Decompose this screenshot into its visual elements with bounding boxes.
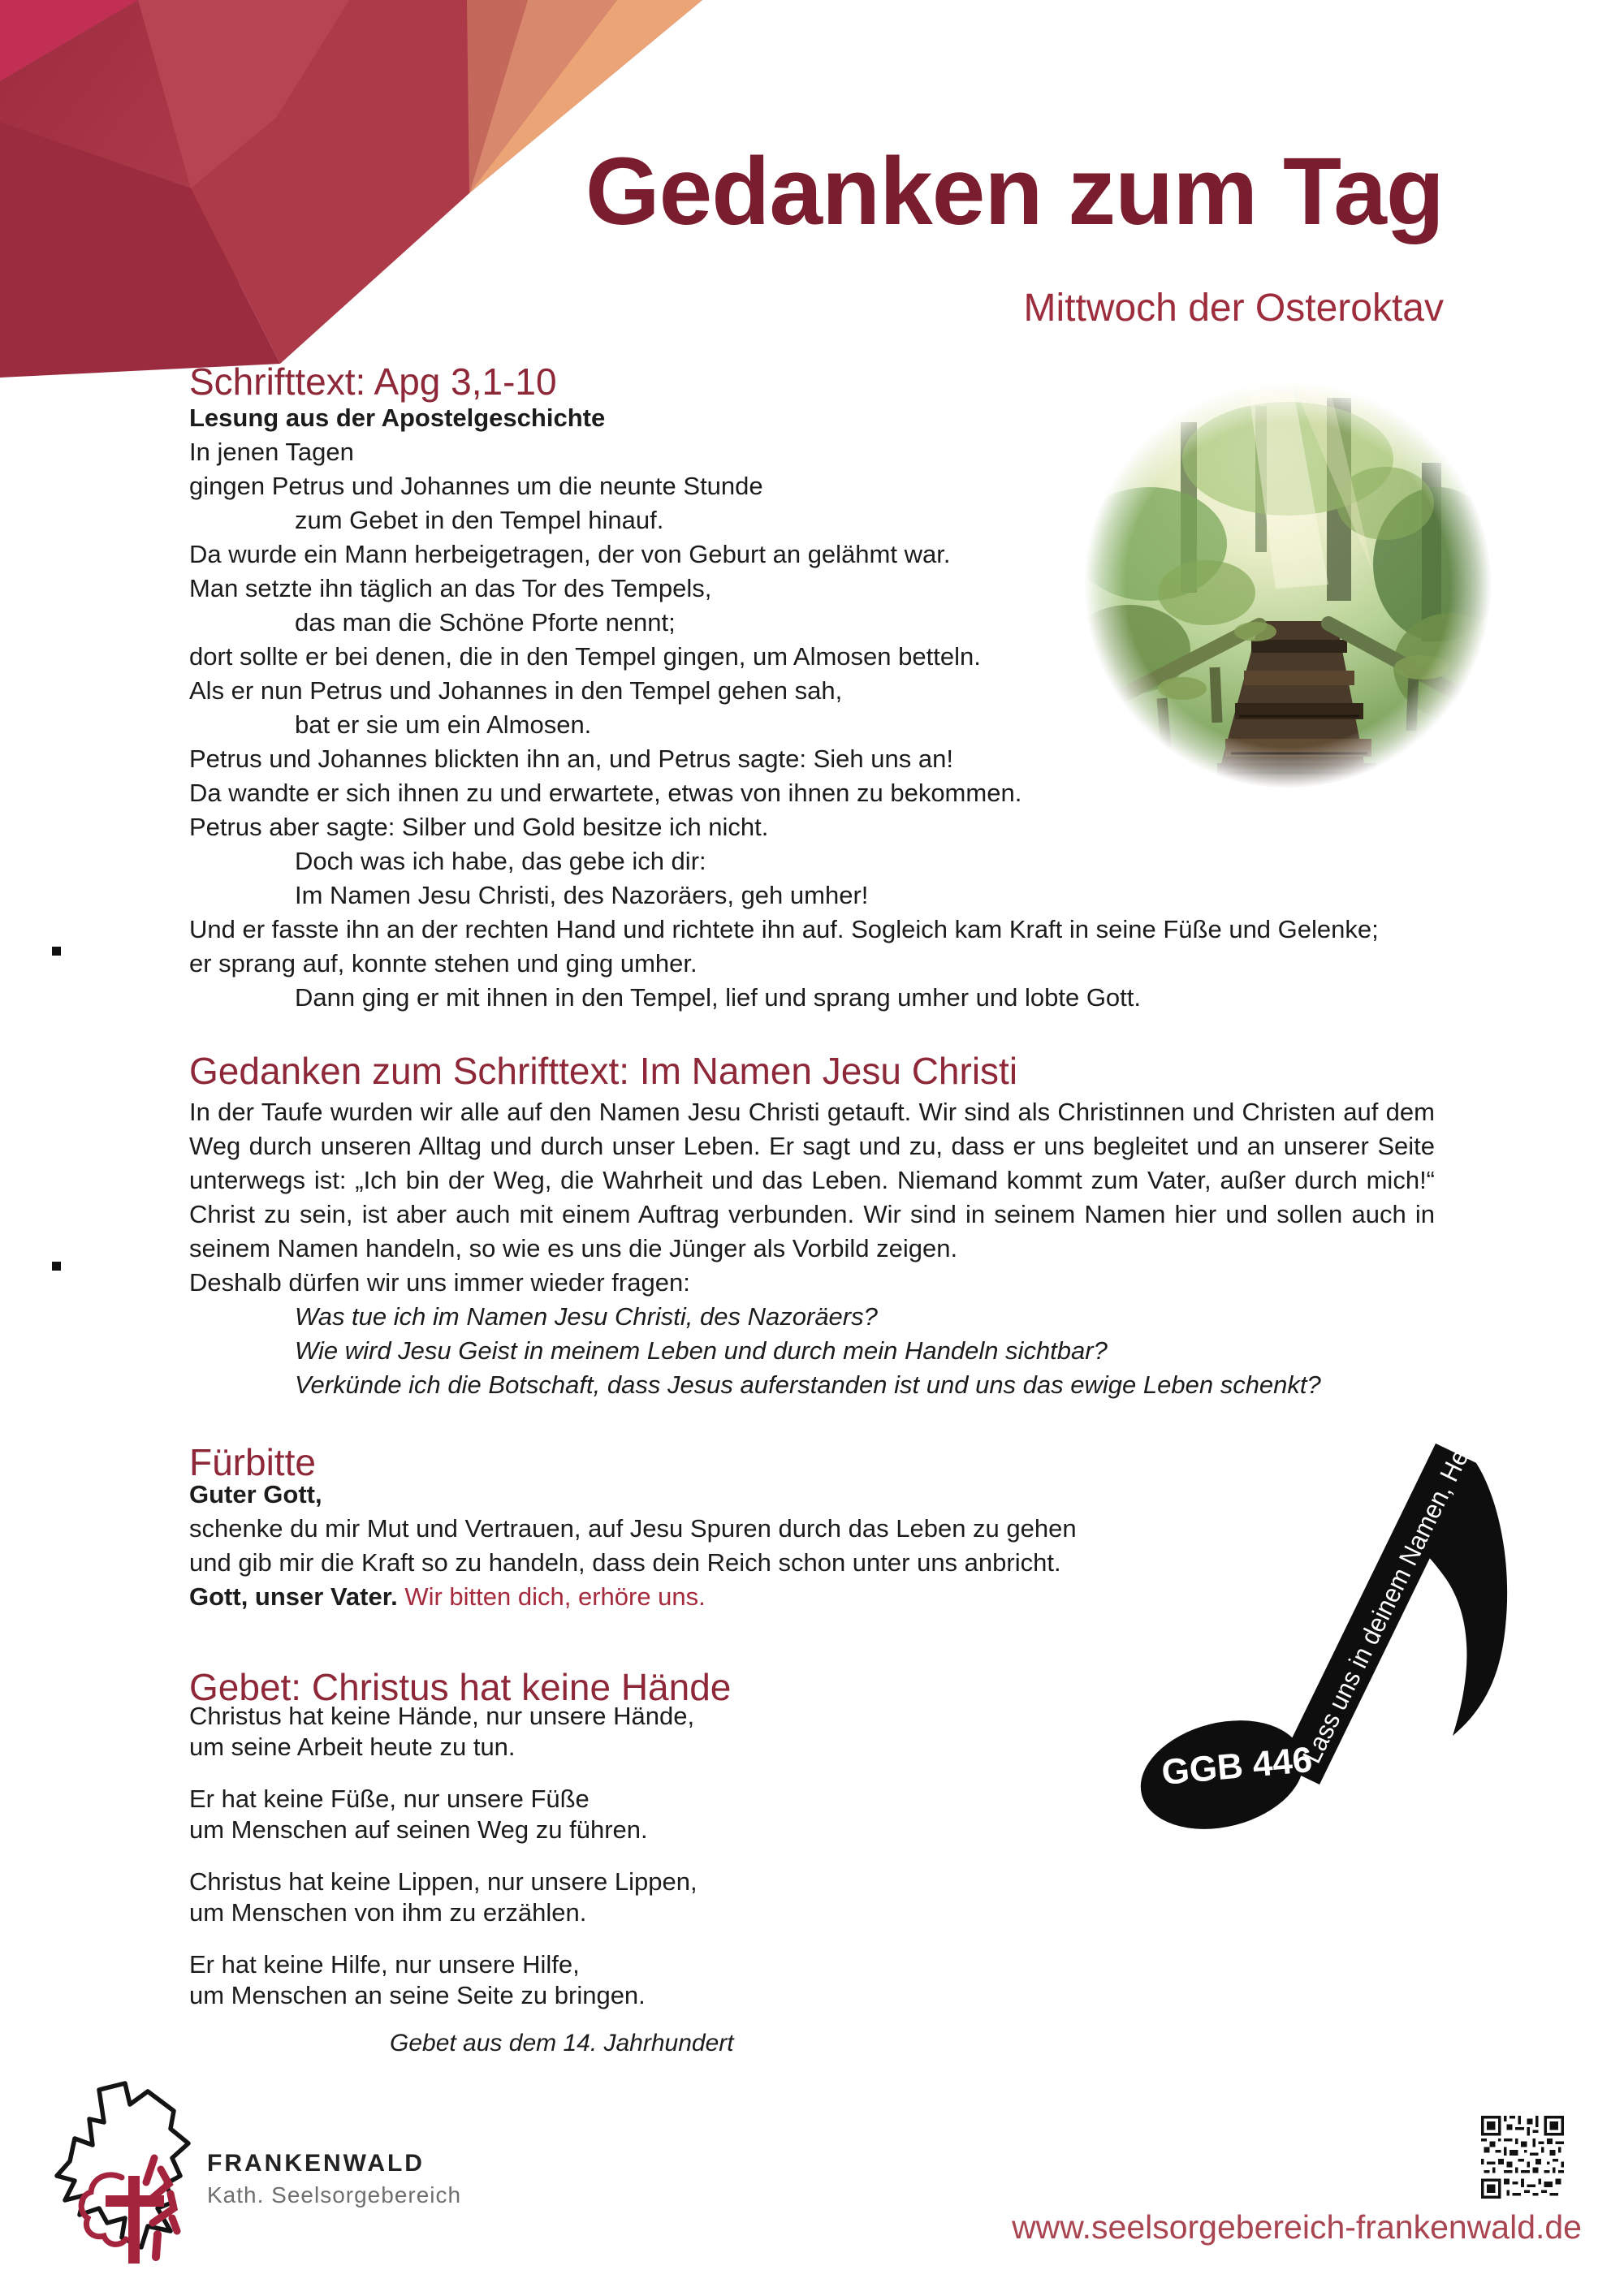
prayer-line: um Menschen an seine Seite zu bringen. [189, 1980, 646, 2009]
scripture-line: Da wandte er sich ihnen zu und erwartete, etwas von ihnen zu bekommen. [189, 779, 1022, 807]
hymn-book-ref: GGB 446 [1160, 1739, 1315, 1793]
prayer-text [189, 1701, 698, 2032]
tree-sketch [146, 2158, 177, 2231]
intercession-opening: Guter Gott, [189, 1480, 322, 1508]
reflection-question: Verkünde ich die Botschaft, dass Jesus auferstanden ist und uns das ewige Leben schenkt? [295, 1370, 1321, 1399]
scripture-line: Und er fasste ihn an der rechten Hand und richtete ihn auf. Sogleich kam Kraft in seine Füße und Gelenke; [189, 915, 1379, 943]
scripture-line: In jenen Tagen [189, 438, 354, 466]
scripture-line: Petrus und Johannes blickten ihn an, und Petrus sagte: Sieh uns an! [189, 744, 953, 773]
scripture-line: bat er sie um ein Almosen. [295, 710, 592, 739]
prayer-line: Christus hat keine Lippen, nur unsere Lippen, [189, 1867, 698, 1896]
prayer-attribution: Gebet aus dem 14. Jahrhundert [390, 2030, 734, 2056]
reflection-line: Weg durch unseren Alltag und durch unser Leben. Er sagt und zu, dass er uns begleitet und an unserer Seite [189, 1132, 1435, 1160]
frankenwald-map-logo [50, 2080, 213, 2267]
prayer-line: Er hat keine Füße, nur unsere Füße [189, 1785, 590, 1813]
page-title: Gedanken zum Tag [585, 138, 1444, 245]
scripture-line: Petrus aber sagte: Silber und Gold besitze ich nicht. [189, 813, 769, 841]
section-heading-gedanken: Gedanken zum Schrifttext: Im Namen Jesu Christi [189, 1050, 1018, 1092]
section-heading-gebet: Gebet: Christus hat keine Hände [189, 1666, 732, 1708]
intercession-line: schenke du mir Mut und Vertrauen, auf Jesu Spuren durch das Leben zu gehen [189, 1514, 1077, 1543]
qr-code [1481, 2116, 1564, 2199]
margin-bullet [52, 947, 61, 956]
scripture-text [189, 401, 1435, 1015]
scripture-line: dort sollte er bei denen, die in den Tempel gingen, um Almosen betteln. [189, 642, 981, 671]
reflection-line: Christ zu sein, ist aber auch mit einem Auftrag verbunden. Wir sind in seinem Namen hier und sollen auch in [189, 1200, 1435, 1228]
section-heading-fuerbitte: Fürbitte [189, 1441, 316, 1483]
prayer-line: um Menschen auf seinen Weg zu führen. [189, 1815, 648, 1844]
hymn-stem-text: Lass uns in deinem Namen, Herr [1296, 1413, 1490, 1768]
website-link[interactable]: www.seelsorgebereich-frankenwald.de [1012, 2208, 1582, 2246]
reflection-line: unterwegs ist: „Ich bin der Weg, die Wahrheit und das Leben. Niemand kommt zum Vater, außer durch mich!“ [189, 1166, 1435, 1194]
reflection-line: In der Taufe wurden wir alle auf den Namen Jesu Christi getauft. Wir sind als Christinnen und Christen auf dem [189, 1098, 1435, 1126]
prayer-stanza [189, 1949, 698, 2010]
intercession-response: Wir bitten dich, erhöre uns. [404, 1582, 706, 1611]
reflection-question: Was tue ich im Namen Jesu Christi, des Nazoräers? [295, 1302, 878, 1331]
prayer-line: Er hat keine Hilfe, nur unsere Hilfe, [189, 1950, 580, 1979]
reflection-text [189, 1095, 1435, 1402]
reflection-line: seinem Namen handeln, so wie es uns die Jünger als Vorbild zeigen. [189, 1234, 958, 1262]
reflection-question: Wie wird Jesu Geist in meinem Leben und durch mein Handeln sichtbar? [295, 1336, 1108, 1365]
scripture-line: Doch was ich habe, das gebe ich dir: [295, 847, 706, 875]
scripture-line: Im Namen Jesu Christi, des Nazoräers, geh umher! [295, 881, 869, 909]
prayer-stanza [189, 1784, 698, 1845]
intercession-closing-bold: Gott, unser Vater. [189, 1582, 398, 1611]
scripture-line: Als er nun Petrus und Johannes in den Tempel gehen sah, [189, 676, 843, 705]
org-name: FRANKENWALD [207, 2150, 425, 2177]
reflection-line: Deshalb dürfen wir uns immer wieder fragen: [189, 1268, 690, 1297]
prayer-stanza [189, 1867, 698, 1927]
prayer-line: um seine Arbeit heute zu tun. [189, 1732, 516, 1761]
margin-bullet [52, 1262, 61, 1271]
scripture-line: er sprang auf, konnte stehen und ging umher. [189, 949, 698, 978]
scripture-line: Lesung aus der Apostelgeschichte [189, 404, 606, 432]
page-subtitle: Mittwoch der Osteroktav [1023, 287, 1444, 330]
eighth-note-icon [1116, 1411, 1522, 1854]
scripture-line: Dann ging er mit ihnen in den Tempel, lief und sprang umher und lobte Gott. [295, 983, 1142, 1012]
org-subtitle: Kath. Seelsorgebereich [207, 2182, 462, 2208]
scripture-line: zum Gebet in den Tempel hinauf. [295, 506, 664, 534]
scripture-line: Da wurde ein Mann herbeigetragen, der von Geburt an gelähmt war. [189, 540, 951, 568]
prayer-line: Christus hat keine Hände, nur unsere Hände, [189, 1702, 695, 1730]
prayer-line: um Menschen von ihm zu erzählen. [189, 1897, 587, 1927]
tree-trunk [156, 2234, 158, 2257]
scripture-line: das man die Schöne Pforte nennt; [295, 608, 676, 637]
scripture-line: gingen Petrus und Johannes um die neunte Stunde [189, 472, 763, 500]
scripture-line: Man setzte ihn täglich an das Tor des Tempels, [189, 574, 712, 602]
section-heading-schrifttext: Schrifttext: Apg 3,1-10 [189, 360, 557, 403]
intercession-line: und gib mir die Kraft so zu handeln, dass dein Reich schon unter uns anbricht. [189, 1548, 1061, 1577]
prayer-stanza [189, 1701, 698, 1762]
